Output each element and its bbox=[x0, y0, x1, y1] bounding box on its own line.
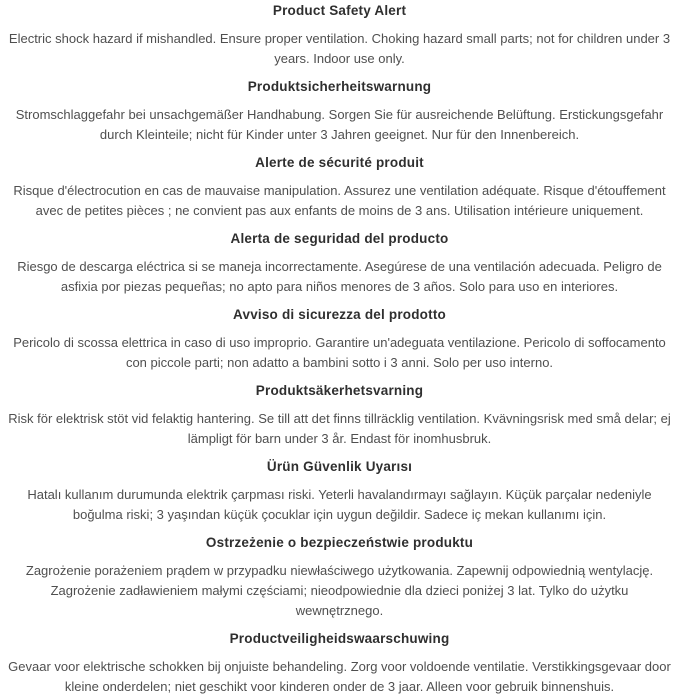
alert-body-tr: Hatalı kullanım durumunda elektrik çarpması riski. Yeterli havalandırmayı sağlayın. Küçük parçalar nedeniyle boğulma riski; 3 yaşından küçük çocuklar için uygun değildir. Sadece iç mekan kullanımı için. bbox=[27, 487, 652, 522]
alert-heading-sv: Produktsäkerhetsvarning bbox=[255, 383, 424, 398]
alert-body-it: Pericolo di scossa elettrica in caso di uso improprio. Garantire un'adeguata ventilazione. Pericolo di soffocamento con piccole parti; non adatto a bambini sotto i 3 anni. Solo per uso interno. bbox=[13, 335, 666, 370]
alert-section-sv bbox=[8, 382, 671, 449]
alert-body-es: Riesgo de descarga eléctrica si se maneja incorrectamente. Asegúrese de una ventilación adecuada. Peligro de asfixia por piezas pequeñas; no apto para niños menores de 3 años. Solo para uso en interiores. bbox=[17, 259, 662, 294]
alert-section-fr bbox=[8, 154, 671, 221]
alert-heading-nl: Productveiligheidswaarschuwing bbox=[229, 631, 450, 646]
alert-heading-de: Produktsicherheitswarnung bbox=[247, 79, 432, 94]
alert-section-nl bbox=[8, 630, 671, 697]
alert-heading-es: Alerta de seguridad del producto bbox=[230, 231, 449, 246]
alert-body-en: Electric shock hazard if mishandled. Ensure proper ventilation. Choking hazard small parts; not for children under 3 years. Indoor use only. bbox=[8, 31, 671, 66]
alert-body-fr: Risque d'électrocution en cas de mauvaise manipulation. Assurez une ventilation adéquate. Risque d'étouffement avec de petites pièces ; ne convient pas aux enfants de moins de 3 ans. Utilisation intérieure uniquement. bbox=[13, 183, 666, 218]
alert-heading-en: Product Safety Alert bbox=[272, 3, 407, 18]
alert-heading-it: Avviso di sicurezza del prodotto bbox=[233, 307, 446, 322]
alert-section-de bbox=[8, 78, 671, 145]
alert-section-it bbox=[8, 306, 671, 373]
alert-heading-pl: Ostrzeżenie o bezpieczeństwie produktu bbox=[205, 535, 474, 550]
alert-section-pl bbox=[8, 534, 671, 621]
safety-alerts-document bbox=[8, 2, 671, 697]
alert-section-en bbox=[8, 2, 671, 69]
alert-heading-fr: Alerte de sécurité produit bbox=[255, 155, 424, 170]
alert-body-de: Stromschlaggefahr bei unsachgemäßer Handhabung. Sorgen Sie für ausreichende Belüftung. Erstickungsgefahr durch Kleinteile; nicht für Kinder unter 3 Jahren geeignet. Nur für den Innenbereich. bbox=[15, 107, 664, 142]
alert-body-nl: Gevaar voor elektrische schokken bij onjuiste behandeling. Zorg voor voldoende ventilatie. Verstikkingsgevaar door kleine onderdelen; niet geschikt voor kinderen onder de 3 jaar. Alleen voor gebruik binnenshuis. bbox=[8, 659, 671, 694]
alert-heading-tr: Ürün Güvenlik Uyarısı bbox=[266, 459, 413, 474]
alert-body-pl: Zagrożenie porażeniem prądem w przypadku niewłaściwego użytkowania. Zapewnij odpowiednią wentylację. Zagrożenie zadławieniem małymi częściami; nieodpowiednie dla dzieci poniżej 3 lat. Tylko do użytku wewnętrznego. bbox=[25, 563, 654, 618]
alert-body-sv: Risk för elektrisk stöt vid felaktig hantering. Se till att det finns tillräcklig ventilation. Kvävningsrisk med små delar; ej lämpligt för barn under 3 år. Endast för inomhusbruk. bbox=[8, 411, 671, 446]
alert-section-es bbox=[8, 230, 671, 297]
alert-section-tr bbox=[8, 458, 671, 525]
